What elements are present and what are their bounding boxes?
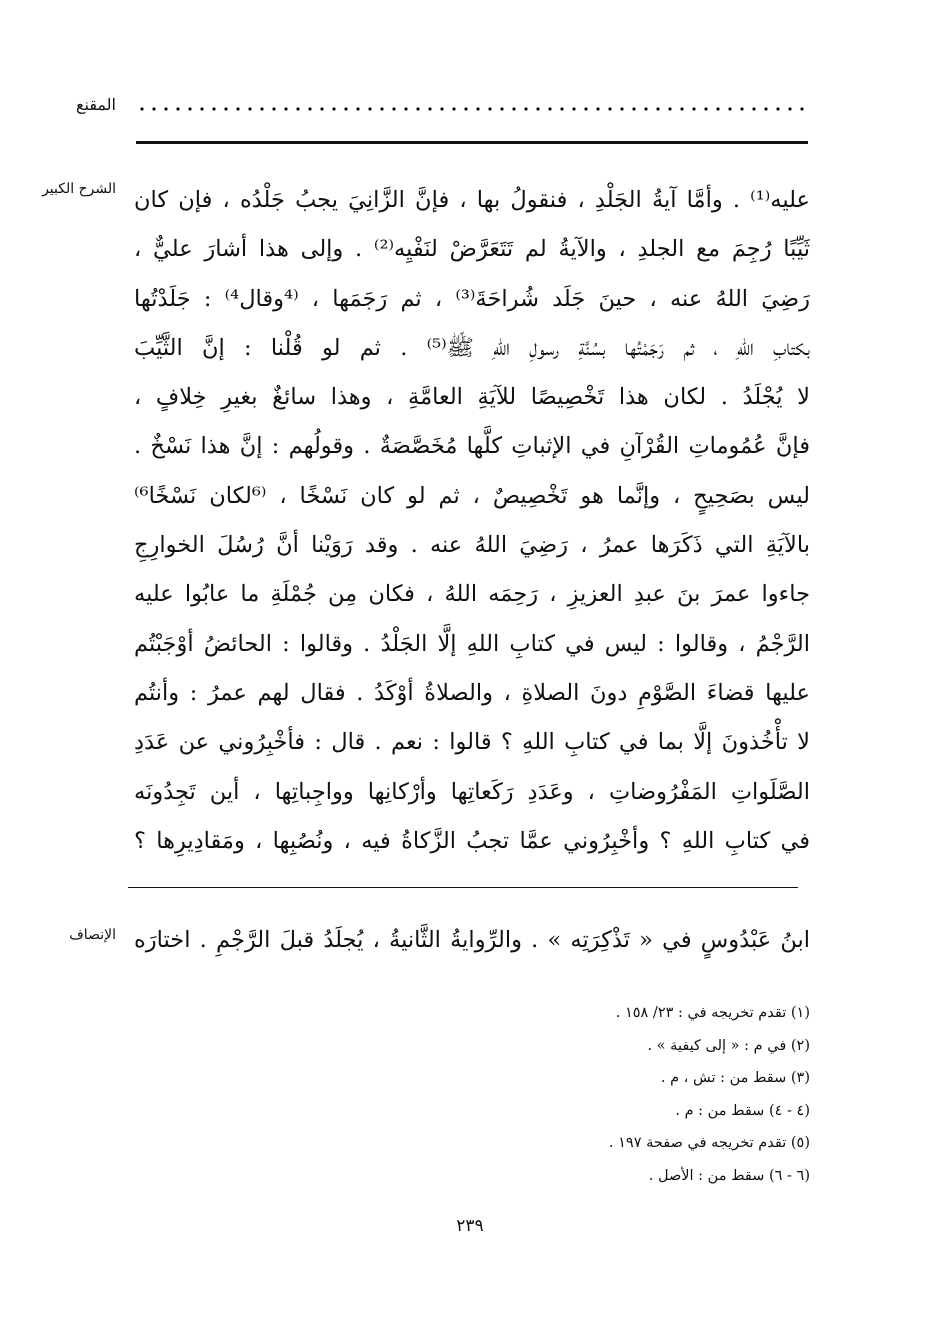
footnote: (٢) في م : « إلى كيفية » . — [647, 1037, 810, 1054]
text-line: في كتابِ اللهِ ؟ وأخْبِرُوني عمَّا تجبُ الزَّكاةُ فيه ، ونُصُبِها ، ومَقادِيرِها ؟ — [134, 827, 810, 854]
footnote: (٣) سقط من : تش ، م . — [660, 1070, 810, 1087]
insaf-section-label: الإنصاف — [69, 927, 116, 943]
text-line: رَضِيَ اللهُ عنه ، حينَ جَلَد شُراحَةَ⁽³⁾ ، ثم رَجَمَها ، ⁽⁴وقال⁴⁾ : جَلَدْتُها — [134, 285, 810, 312]
text-line: عليه⁽¹⁾ . وأمَّا آيةُ الجَلْدِ ، فنقولُ بها ، فإنَّ الزَّانِيَ يجبُ جَلْدُه ، فإن كان — [134, 187, 810, 213]
text-line: جاءوا عمرَ بنَ عبدِ العزيزِ ، رَحِمَه اللهُ ، فكان مِن جُمْلَةِ ما عابُوا عليه — [134, 581, 810, 608]
text-line: لا تأْخُذونَ إلَّا بما في كتابِ اللهِ ؟ قالوا : نعم . قال : فأخْبِرُوني عن عَدَدِ — [134, 729, 810, 756]
text-line: ثَيِّبًا رُجِمَ مع الجلدِ ، والآيةُ لم تَتَعَرَّضْ لنَفْيِه⁽²⁾ . وإلى هذا أشارَ عليٌّ ، — [134, 236, 810, 263]
footnote: (٤ - ٤) سقط من : م . — [675, 1102, 810, 1119]
section-divider — [128, 887, 798, 888]
page-number: ٢٣٩ — [456, 1216, 484, 1236]
text-line: ليس بصَحِيحٍ ، وإنَّما هو تَخْصِيصٌ ، ثم لو كان نَسْخًا ، ⁽⁶لكان نَسْخًا⁶⁾ — [134, 482, 810, 509]
footnote: (٦ - ٦) سقط من : الأصل . — [648, 1167, 810, 1184]
text-line: لا يُجْلَدُ . لكان هذا تَخْصِيصًا للآيَةِ العامَّةِ ، وهذا سائغٌ بغيرِ خِلافٍ ، — [134, 384, 810, 411]
header-dotted-leader — [136, 103, 808, 115]
text-line: فإنَّ عُمُوماتِ القُرْآنِ في الإثباتِ كلَّها مُخَصَّصَةٌ . وقولُهم : إنَّ هذا نَسْخٌ . — [134, 433, 810, 460]
text-line: بالآيَةِ التي ذَكَرَها عمرُ ، رَضِيَ اللهُ عنه . وقد رَوَيْنا أنَّ رُسُلَ الخوارِجِ — [134, 532, 810, 559]
main-text — [134, 176, 810, 866]
text-line: بكتابِ اللهِ ، ثم رَجَمْتُها بسُنَّةِ رسولِ اللهِ ﷺ⁽⁵⁾ . ثم لو قُلْنا : إنَّ الثَّيِّبَ — [134, 334, 810, 361]
header-rule — [136, 141, 808, 144]
text-line: الرَّجْمُ ، وقالوا : ليس في كتابِ اللهِ إلَّا الجَلْدُ . وقالوا : الحائضُ أوْجَبْتُم — [134, 630, 810, 657]
text-line: الصَّلَواتِ المَفْرُوضاتِ ، وعَدَدِ رَكَعاتِها وأرْكانِها وواجِباتِها ، أين تَجِدُونَه — [134, 778, 810, 805]
insaf-text-line: ابنُ عَبْدُوسٍ في « تَذْكِرَتِه » . والرِّوايةُ الثَّانيةُ ، يُجلَدُ قبلَ الرَّجْمِ . اختارَه — [134, 927, 810, 953]
footnote: (١) تقدم تخريجه في : ٢٣/ ١٥٨ . — [615, 1005, 810, 1021]
footnote: (٥) تقدم تخريجه في صفحة ١٩٧ . — [608, 1135, 810, 1152]
book-title: المقنع — [75, 95, 116, 114]
text-line: عليها قضاءَ الصَّوْمِ دونَ الصلاةِ ، والصلاةُ أوْكَدُ . فقال لهم عمرُ : وأنتُم — [134, 679, 810, 706]
sharh-section-label: الشرح الكبير — [42, 181, 116, 197]
footnotes — [540, 997, 810, 1193]
